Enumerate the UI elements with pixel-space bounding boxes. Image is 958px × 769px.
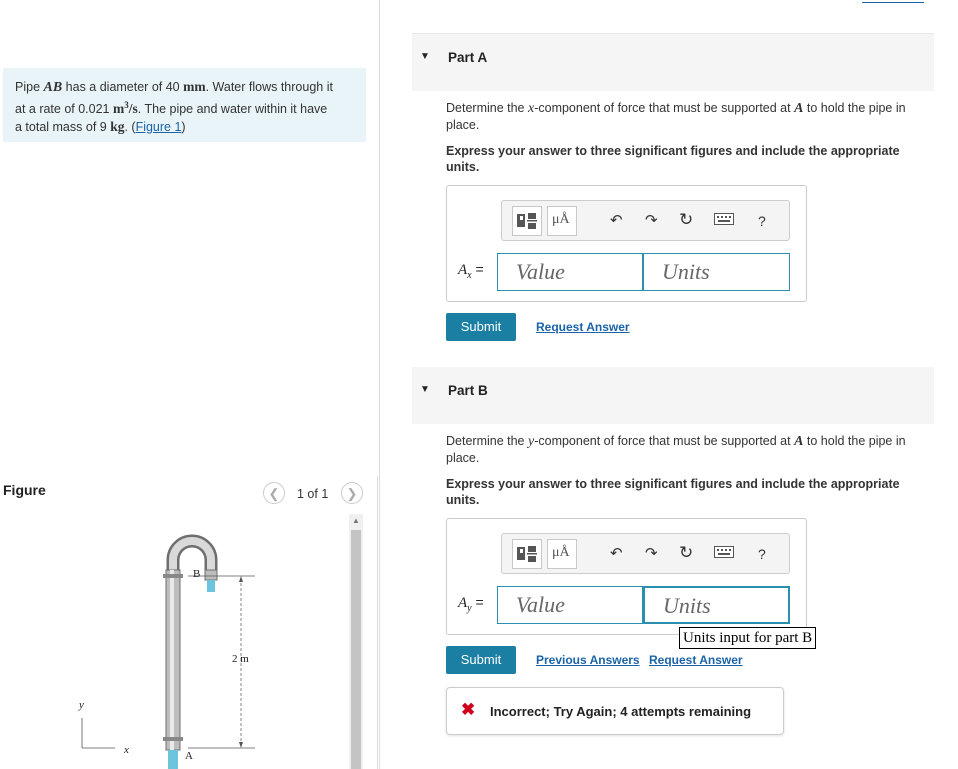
- pipe-figure: [60, 530, 280, 769]
- question-text: Determine the: [446, 101, 528, 115]
- units-icon[interactable]: [547, 539, 577, 569]
- part-b-title: Part B: [448, 383, 488, 398]
- part-b-value-input[interactable]: Value: [497, 586, 643, 624]
- flange-B: [163, 574, 183, 578]
- reset-icon[interactable]: ↻: [679, 210, 694, 229]
- dimension-arrow-down: [239, 742, 243, 748]
- pipe-name: AB: [43, 80, 63, 95]
- redo-icon[interactable]: ↷: [645, 545, 658, 562]
- axis-x-label: x: [124, 744, 129, 756]
- part-b-instructions: Express your answer to three significant figures and include the appropriate units.: [446, 477, 900, 507]
- part-a-value-input[interactable]: Value: [497, 253, 643, 291]
- flow-unit-time: /s: [128, 100, 138, 116]
- part-b-previous-answers-link[interactable]: Previous Answers: [536, 653, 640, 667]
- problem-text: . (: [124, 120, 136, 135]
- help-icon[interactable]: ?: [758, 546, 766, 562]
- axis-y-label: y: [79, 699, 84, 711]
- feedback-message: Incorrect; Try Again; 4 attempts remaining: [490, 704, 752, 719]
- units-icon[interactable]: [547, 206, 577, 236]
- part-a-units-input[interactable]: Units: [643, 253, 790, 291]
- part-a-submit-button[interactable]: Submit: [446, 313, 516, 341]
- question-text: -component of force that must be supported at: [534, 434, 795, 448]
- question-text: to hold the pipe in place.: [446, 434, 906, 465]
- eq-subscript: x: [467, 269, 472, 281]
- problem-text: a total mass of 9: [15, 120, 111, 135]
- flow-unit: m: [113, 100, 125, 116]
- water-outlet: [207, 580, 215, 592]
- dimension-arrow-up: [239, 576, 243, 582]
- part-a-title: Part A: [448, 50, 488, 65]
- keyboard-icon[interactable]: [714, 545, 734, 565]
- help-icon[interactable]: ?: [758, 213, 766, 229]
- part-b-units-input[interactable]: Units: [643, 586, 790, 624]
- units-label: μÅ: [552, 212, 570, 227]
- part-b-question: [446, 433, 934, 466]
- eq-symbol: A: [458, 262, 468, 278]
- undo-icon[interactable]: ↶: [610, 545, 623, 562]
- part-a-answer-box: [446, 185, 807, 302]
- figure-link[interactable]: Figure 1: [135, 120, 182, 135]
- prev-figure-button[interactable]: ❮: [263, 482, 285, 504]
- caret-down-icon: ▼: [420, 384, 430, 395]
- part-b-toolbar: [501, 533, 790, 574]
- redo-icon[interactable]: ↷: [645, 212, 658, 229]
- part-b-feedback: [446, 687, 784, 735]
- diameter-unit: mm: [183, 79, 206, 94]
- figure-panel-edge: [377, 476, 378, 769]
- pipe-short-leg: [205, 570, 217, 580]
- error-x-icon: ✖: [461, 700, 476, 719]
- eq-equals: =: [471, 594, 484, 610]
- problem-text: ): [181, 120, 186, 135]
- part-a-instructions: Express your answer to three significant figures and include the appropriate units.: [446, 144, 900, 174]
- templates-icon[interactable]: [512, 539, 542, 569]
- label-B: B: [193, 568, 201, 580]
- part-a-toolbar: [501, 200, 790, 241]
- column-divider: [379, 0, 380, 769]
- undo-icon[interactable]: ↶: [610, 212, 623, 229]
- part-b-request-answer-link[interactable]: Request Answer: [649, 653, 743, 667]
- flange-A: [163, 737, 183, 741]
- mass-unit: kg: [110, 119, 125, 135]
- question-text: to hold the pipe in place.: [446, 101, 906, 132]
- problem-text: . The pipe and water within it have: [137, 101, 328, 116]
- part-b-submit-button[interactable]: Submit: [446, 646, 516, 674]
- part-a-eq-label: [458, 261, 484, 281]
- templates-icon[interactable]: [512, 206, 542, 236]
- part-b-eq-label: [458, 594, 484, 614]
- label-A: A: [185, 750, 193, 762]
- problem-text: Pipe: [15, 80, 44, 94]
- part-a-request-answer-link[interactable]: Request Answer: [536, 320, 630, 334]
- question-point: A: [794, 101, 804, 116]
- units-input-tooltip: Units input for part B: [679, 627, 816, 649]
- review-link-fragment[interactable]: [862, 0, 924, 3]
- problem-text: . Water flows through it: [205, 80, 333, 94]
- figure-scrollbar-thumb[interactable]: [351, 530, 361, 769]
- part-a-question: [446, 100, 934, 133]
- question-text: -component of force that must be supported at: [534, 101, 795, 115]
- part-a-header[interactable]: [412, 34, 934, 91]
- keyboard-icon[interactable]: [714, 212, 734, 232]
- length-label: 2 m: [232, 653, 249, 665]
- question-variable: y: [527, 434, 535, 449]
- flow-unit-exponent: 3: [124, 99, 129, 110]
- question-variable: x: [527, 101, 535, 116]
- part-b-answer-box: [446, 518, 807, 635]
- eq-equals: =: [471, 261, 484, 277]
- units-label: μÅ: [552, 545, 570, 560]
- part-b-header[interactable]: [412, 367, 934, 424]
- water-inlet: [168, 750, 178, 769]
- reset-icon[interactable]: ↻: [679, 543, 694, 562]
- problem-statement: [15, 78, 360, 137]
- caret-down-icon: ▼: [420, 51, 430, 62]
- problem-text: has a diameter of 40: [62, 80, 184, 94]
- figure-pager-count: 1 of 1: [297, 487, 329, 501]
- scroll-up-arrow-icon[interactable]: ▲: [352, 516, 360, 525]
- figure-title: Figure: [3, 482, 46, 498]
- next-figure-button[interactable]: ❯: [341, 482, 363, 504]
- pipe-highlight: [170, 570, 174, 750]
- question-point: A: [794, 434, 804, 449]
- question-text: Determine the: [446, 434, 528, 448]
- problem-text: at a rate of 0.021: [15, 101, 113, 116]
- eq-symbol: A: [458, 595, 468, 611]
- eq-subscript: y: [467, 602, 472, 614]
